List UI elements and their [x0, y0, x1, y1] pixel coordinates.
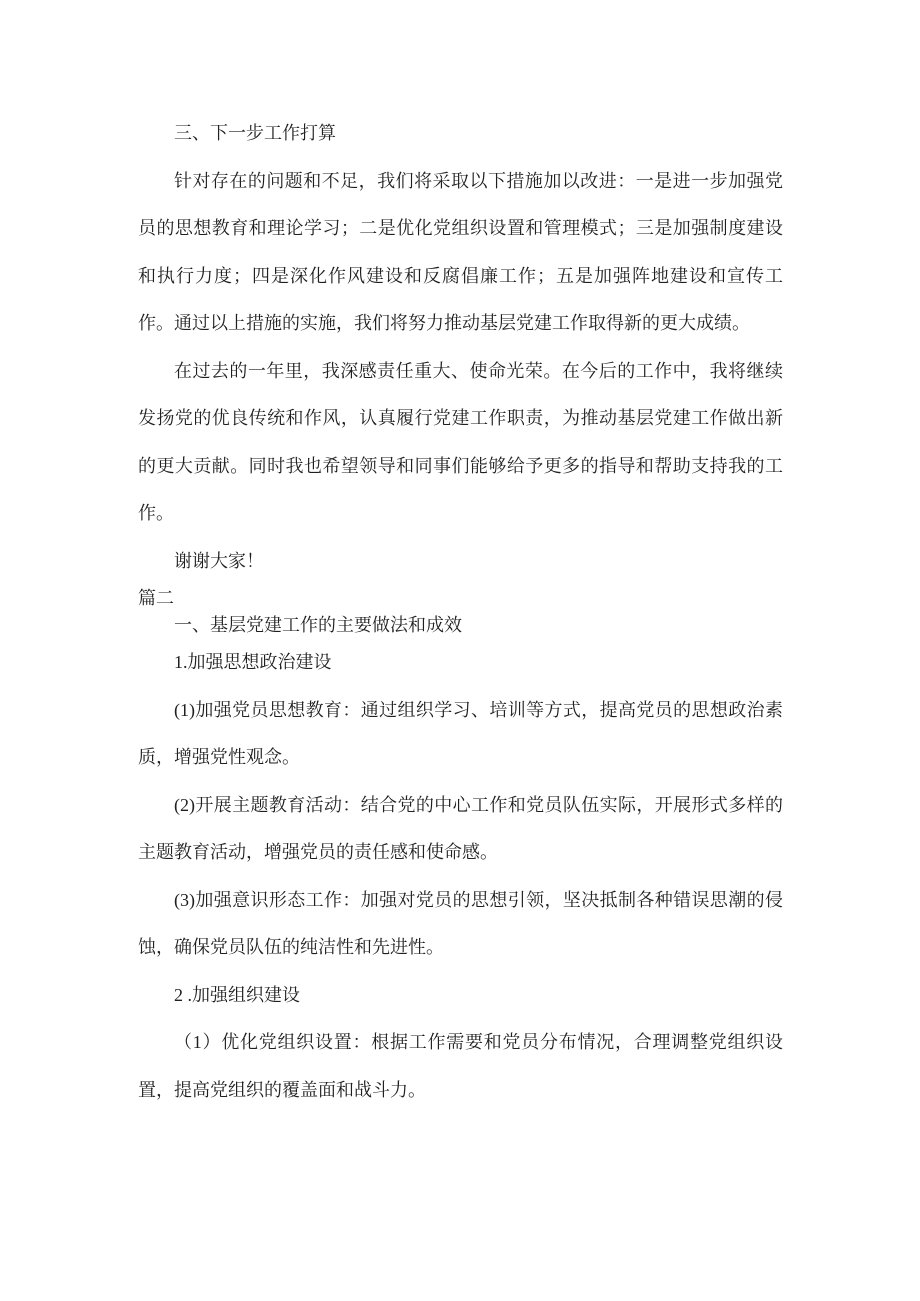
paragraph-2-theme-education-activities: (2)开展主题教育活动：结合党的中心工作和党员队伍实际，开展形式多样的主题教育活动，增强党员的责任感和使命感。 — [138, 794, 783, 862]
paragraph-1-member-ideological-education: (1)加强党员思想教育：通过组织学习、培训等方式，提高党员的思想政治素质，增强党性观念。 — [138, 699, 783, 767]
paragraph-3-ideology-work: (3)加强意识形态工作：加强对党员的思想引领，坚决抵制各种错误思潮的侵蚀，确保党员队伍的纯洁性和先进性。 — [138, 889, 783, 957]
paragraph-1-optimize-party-organization: （1）优化党组织设置：根据工作需要和党员分布情况，合理调整党组织设置，提高党组织的覆盖面和战斗力。 — [138, 1032, 783, 1100]
heading-1-ideological-political-construction: 1.加强思想政治建设 — [174, 652, 332, 672]
heading-section-one-main-practices: 一、基层党建工作的主要做法和成效 — [174, 615, 462, 635]
paragraph-improvement-measures: 针对存在的问题和不足，我们将采取以下措施加以改进：一是进一步加强党员的思想教育和理论学习；二是优化党组织设置和管理模式；三是加强制度建设和执行力度；四是深化作风建设和反腐倡廉工作；五是加强阵地建设和宣传工作。通过以上措施的实施，我们将努力推动基层党建工作取得新的更大成绩。 — [138, 170, 783, 333]
heading-2-organization-construction: 2 .加强组织建设 — [174, 984, 300, 1005]
paragraph-past-year-commitment: 在过去的一年里，我深感责任重大、使命光荣。在今后的工作中，我将继续发扬党的优良传统和作风，认真履行党建工作职责，为推动基层党建工作做出新的更大贡献。同时我也希望领导和同事们能够给予更多的指导和帮助支持我的工作。 — [138, 360, 783, 523]
heading-section-three-next-steps: 三、下一步工作打算 — [174, 123, 336, 143]
label-part-two: 篇二 — [138, 588, 174, 608]
paragraph-thanks: 谢谢大家！ — [174, 550, 264, 571]
